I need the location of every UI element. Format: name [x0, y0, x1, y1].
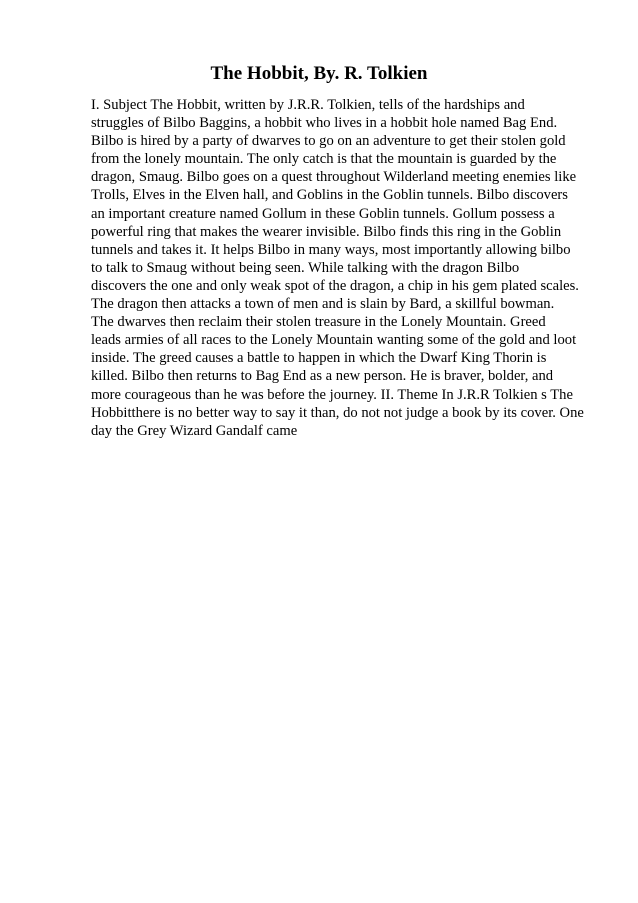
body-line: Hobbitthere is no better way to say it than, do not not judge a book by its cover. One [91, 404, 584, 421]
body-line: more courageous than he was before the journey. II. Theme In J.R.R Tolkien s The [91, 386, 573, 403]
body-line: killed. Bilbo then returns to Bag End as a new person. He is braver, bolder, and [91, 368, 554, 385]
body-line: an important creature named Gollum in these Goblin tunnels. Gollum possess a [91, 205, 555, 222]
body-line: to talk to Smaug without being seen. While talking with the dragon Bilbo [91, 259, 520, 276]
body-line: leads armies of all races to the Lonely Mountain wanting some of the gold and loot [91, 332, 577, 349]
body-line: from the lonely mountain. The only catch is that the mountain is guarded by the [91, 151, 557, 168]
body-line: dragon, Smaug. Bilbo goes on a quest throughout Wilderland meeting enemies like [91, 169, 577, 186]
body-line: powerful ring that makes the wearer invisible. Bilbo finds this ring in the Goblin [91, 223, 562, 240]
body-line: Trolls, Elves in the Elven hall, and Goblins in the Goblin tunnels. Bilbo discovers [91, 187, 568, 204]
document-title: The Hobbit, By. R. Tolkien [210, 63, 428, 84]
body-line: tunnels and takes it. It helps Bilbo in many ways, most importantly allowing bilbo [91, 241, 571, 258]
body-line: struggles of Bilbo Baggins, a hobbit who lives in a hobbit hole named Bag End. [91, 115, 558, 132]
body-line: Bilbo is hired by a party of dwarves to go on an adventure to get their stolen gold [91, 133, 566, 150]
body-line: day the Grey Wizard Gandalf came [91, 422, 298, 439]
body-line: discovers the one and only weak spot of the dragon, a chip in his gem plated scales. [91, 277, 579, 294]
body-line: The dragon then attacks a town of men and is slain by Bard, a skillful bowman. [91, 296, 555, 313]
body-line: inside. The greed causes a battle to happen in which the Dwarf King Thorin is [91, 350, 547, 367]
document-body [91, 96, 591, 440]
body-line: The dwarves then reclaim their stolen treasure in the Lonely Mountain. Greed [91, 314, 546, 331]
body-line: I. Subject The Hobbit, written by J.R.R. Tolkien, tells of the hardships and [91, 97, 525, 113]
